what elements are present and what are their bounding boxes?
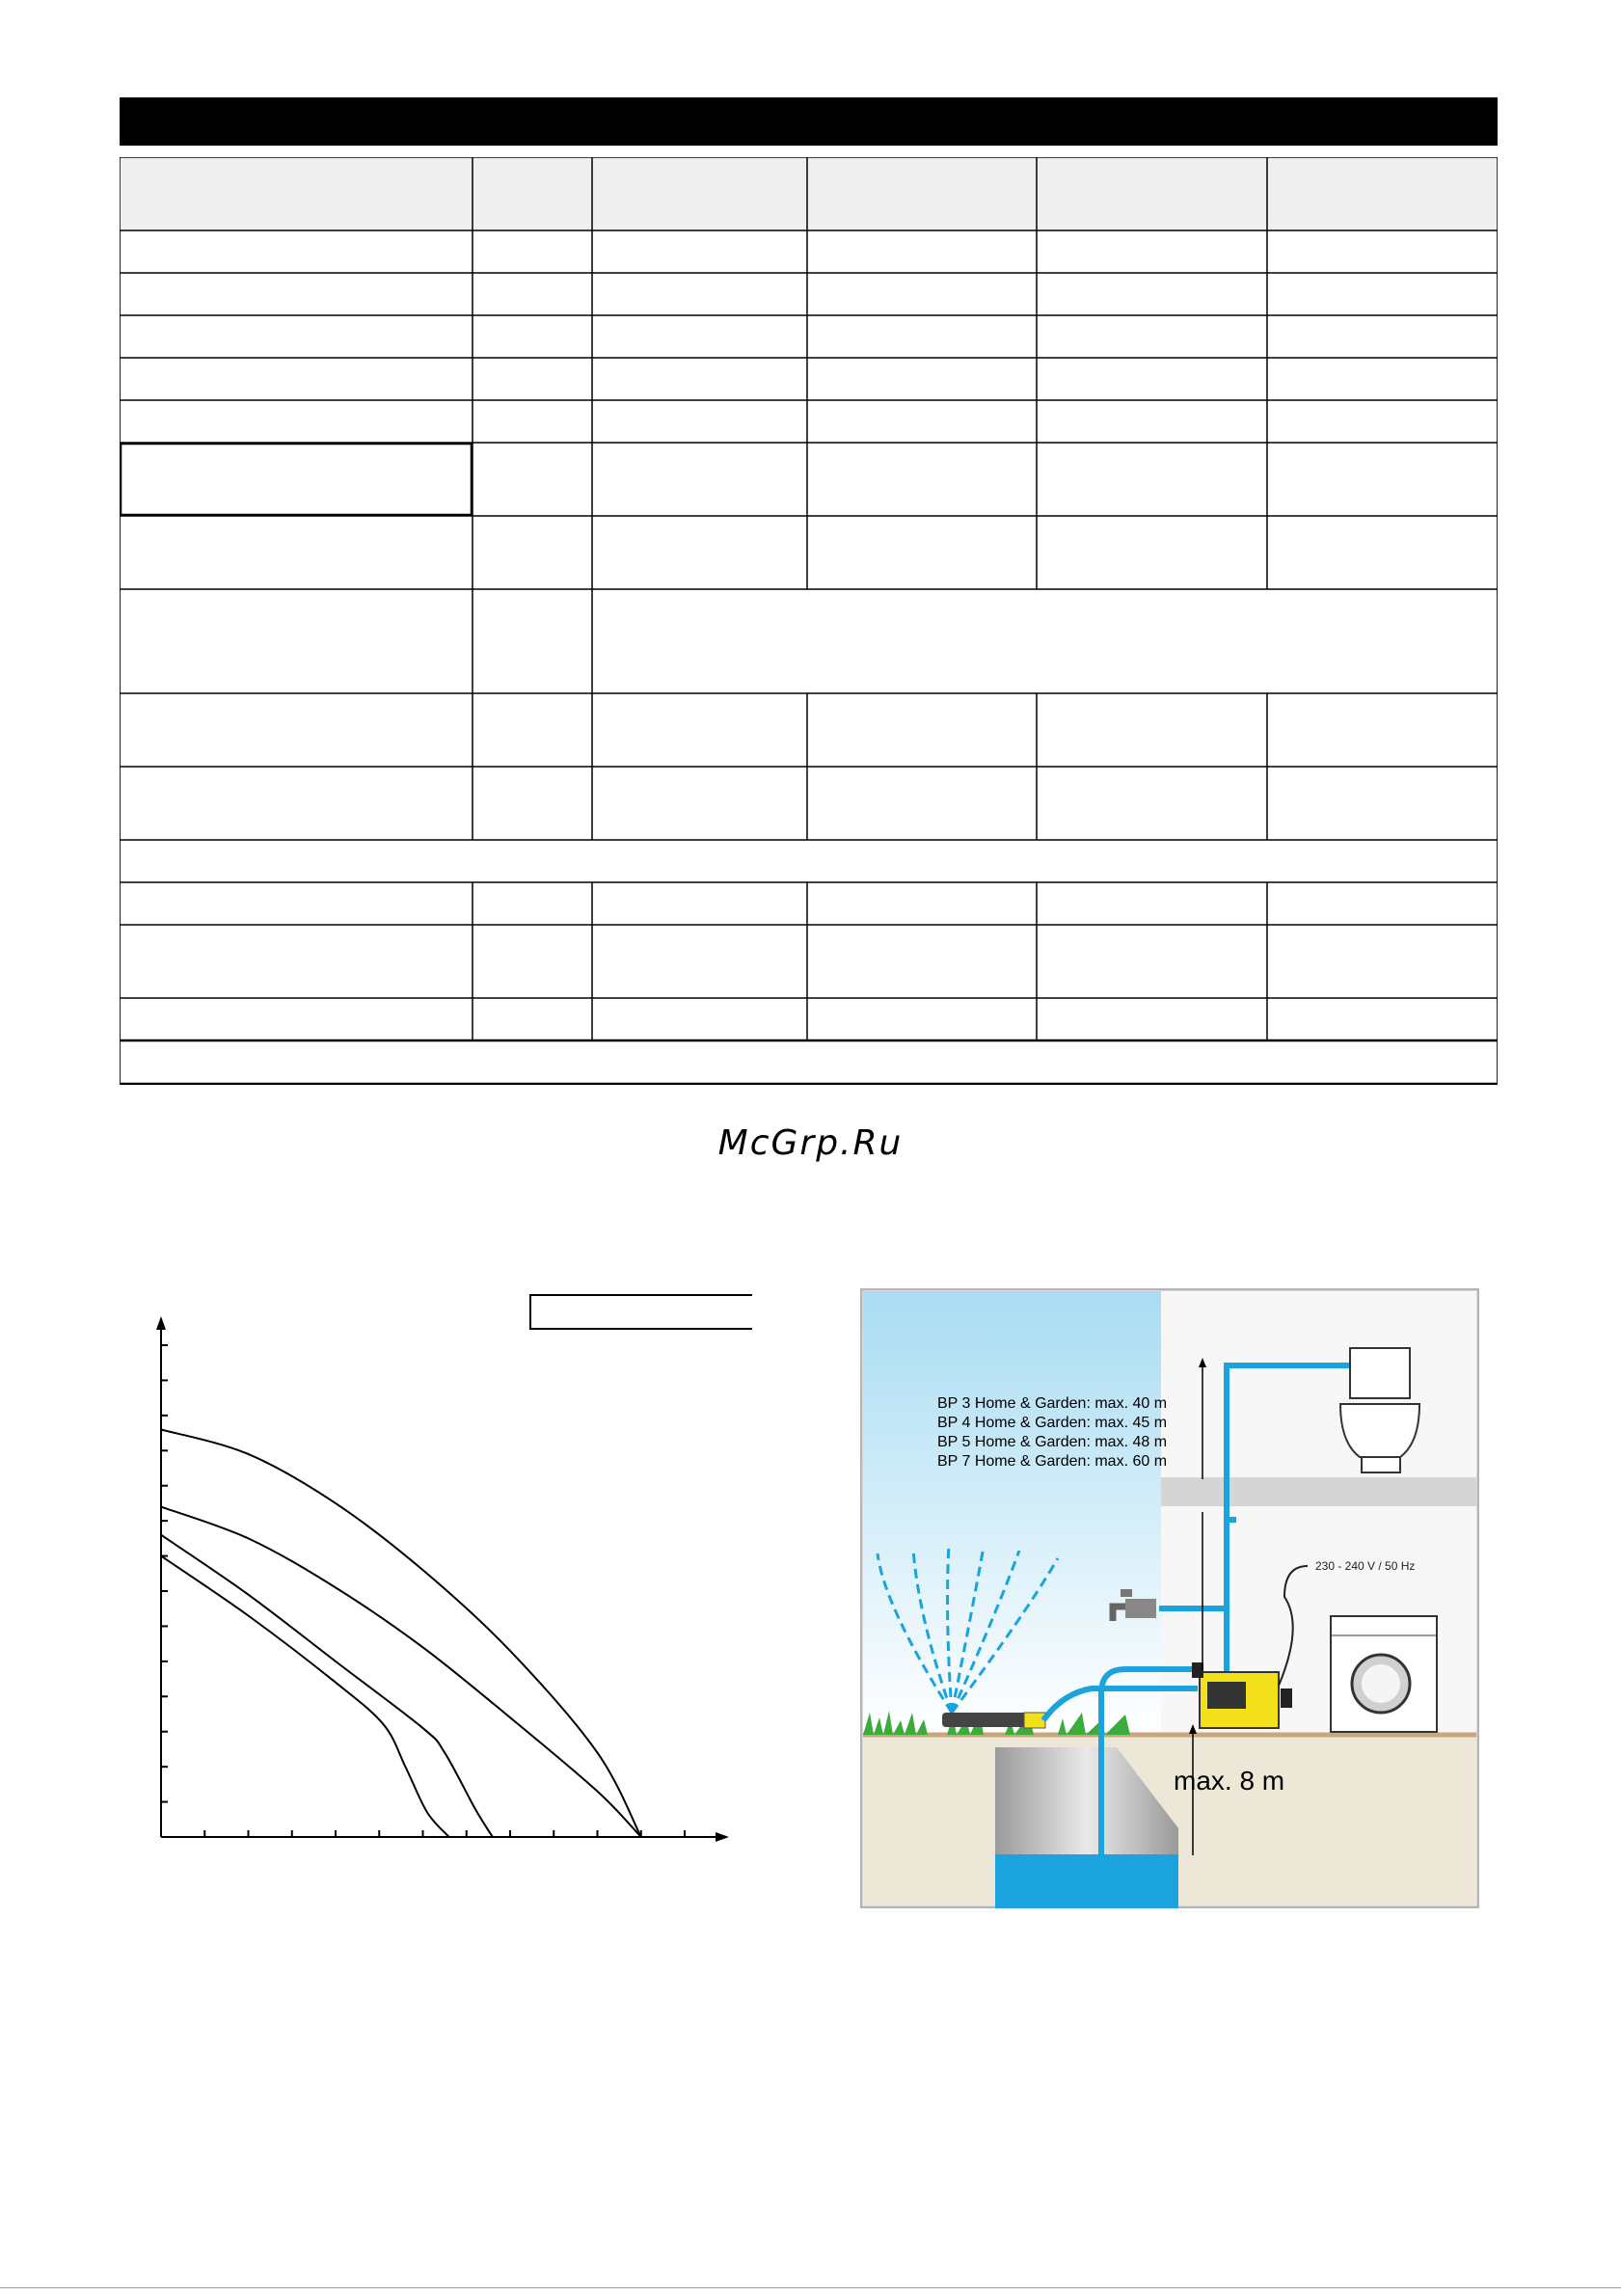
pump-unit [1192, 1662, 1292, 1728]
garden-hose-connector [1024, 1713, 1045, 1728]
specifications-table [120, 157, 1498, 1085]
series-line-curve-3 [161, 1535, 493, 1837]
max-height-bp5: BP 5 Home & Garden: max. 48 m [937, 1434, 1168, 1450]
washing-machine [1331, 1616, 1437, 1732]
chart-legend-box [530, 1295, 752, 1329]
sprinkler [942, 1713, 1029, 1727]
floor-slab [1161, 1477, 1476, 1506]
y-axis-ticks [161, 1345, 168, 1802]
well-water [995, 1854, 1178, 1908]
pump-performance-chart [135, 1287, 752, 1851]
chart-axes [156, 1316, 729, 1842]
max-height-bp7: BP 7 Home & Garden: max. 60 m [937, 1453, 1168, 1470]
series-line-curve-4 [161, 1556, 449, 1837]
watermark-text: McGrp.Ru [717, 1123, 904, 1163]
table-title-bar [120, 97, 1498, 146]
suction-label: max. 8 m [1174, 1766, 1285, 1796]
max-height-bp3: BP 3 Home & Garden: max. 40 m [937, 1395, 1168, 1412]
series-line-curve-2 [161, 1507, 641, 1837]
max-height-bp4: BP 4 Home & Garden: max. 45 m [937, 1415, 1168, 1431]
series-line-curve-1 [161, 1429, 641, 1837]
installation-diagram [860, 1288, 1479, 1908]
voltage-label: 230 - 240 V / 50 Hz [1315, 1559, 1416, 1573]
chart-series [161, 1429, 641, 1837]
footer-rule [0, 2287, 1621, 2288]
